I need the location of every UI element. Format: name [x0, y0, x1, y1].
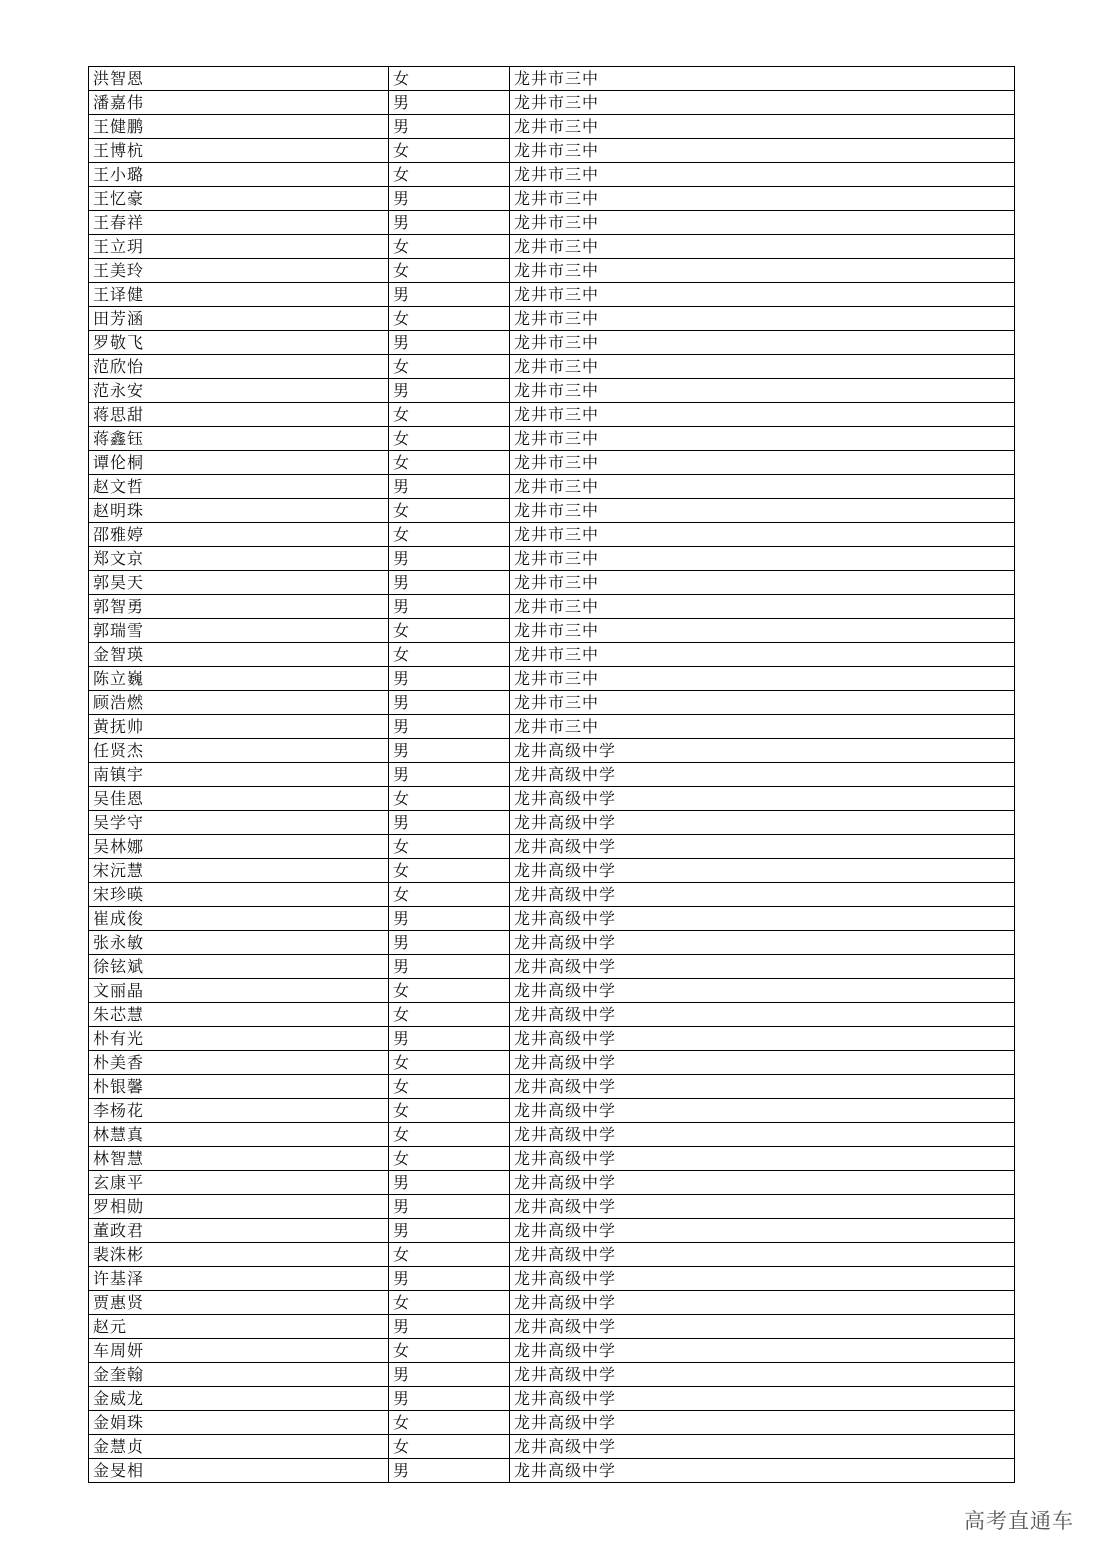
school-cell: 龙井高级中学: [510, 1003, 1015, 1027]
name-cell: 南镇宇: [89, 763, 389, 787]
name-cell: 宋沅慧: [89, 859, 389, 883]
school-cell: 龙井高级中学: [510, 1243, 1015, 1267]
name-cell: 顾浩燃: [89, 691, 389, 715]
name-cell: 赵明珠: [89, 499, 389, 523]
gender-cell: 男: [389, 667, 510, 691]
school-cell: 龙井市三中: [510, 379, 1015, 403]
table-row: [89, 955, 1015, 979]
name-cell: 文丽晶: [89, 979, 389, 1003]
school-cell: 龙井高级中学: [510, 835, 1015, 859]
name-cell: 王立玥: [89, 235, 389, 259]
table-row: [89, 1411, 1015, 1435]
table-row: [89, 1315, 1015, 1339]
roster-table-body: [89, 67, 1015, 1483]
table-row: [89, 1195, 1015, 1219]
name-cell: 朴美香: [89, 1051, 389, 1075]
gender-cell: 男: [389, 187, 510, 211]
school-cell: 龙井高级中学: [510, 1459, 1015, 1483]
gender-cell: 男: [389, 1315, 510, 1339]
table-row: [89, 979, 1015, 1003]
gender-cell: 男: [389, 763, 510, 787]
gender-cell: 女: [389, 499, 510, 523]
school-cell: 龙井高级中学: [510, 1027, 1015, 1051]
table-row: [89, 787, 1015, 811]
school-cell: 龙井市三中: [510, 67, 1015, 91]
school-cell: 龙井高级中学: [510, 1339, 1015, 1363]
gender-cell: 女: [389, 1075, 510, 1099]
school-cell: 龙井高级中学: [510, 907, 1015, 931]
gender-cell: 女: [389, 1051, 510, 1075]
gender-cell: 女: [389, 67, 510, 91]
school-cell: 龙井市三中: [510, 163, 1015, 187]
name-cell: 吴学守: [89, 811, 389, 835]
school-cell: 龙井市三中: [510, 355, 1015, 379]
name-cell: 林智慧: [89, 1147, 389, 1171]
name-cell: 裴洙彬: [89, 1243, 389, 1267]
school-cell: 龙井高级中学: [510, 1315, 1015, 1339]
school-cell: 龙井高级中学: [510, 1195, 1015, 1219]
school-cell: 龙井市三中: [510, 691, 1015, 715]
name-cell: 金威龙: [89, 1387, 389, 1411]
name-cell: 罗相勋: [89, 1195, 389, 1219]
gender-cell: 女: [389, 1099, 510, 1123]
school-cell: 龙井高级中学: [510, 955, 1015, 979]
name-cell: 郭昊天: [89, 571, 389, 595]
school-cell: 龙井高级中学: [510, 1387, 1015, 1411]
school-cell: 龙井高级中学: [510, 1123, 1015, 1147]
roster-table: [88, 66, 1015, 1483]
table-row: [89, 1387, 1015, 1411]
table-row: [89, 91, 1015, 115]
table-row: [89, 907, 1015, 931]
table-row: [89, 163, 1015, 187]
name-cell: 洪智恩: [89, 67, 389, 91]
table-row: [89, 499, 1015, 523]
school-cell: 龙井高级中学: [510, 931, 1015, 955]
gender-cell: 男: [389, 283, 510, 307]
gender-cell: 男: [389, 907, 510, 931]
gender-cell: 男: [389, 955, 510, 979]
table-row: [89, 667, 1015, 691]
name-cell: 赵文哲: [89, 475, 389, 499]
name-cell: 王译健: [89, 283, 389, 307]
table-row: [89, 259, 1015, 283]
gender-cell: 女: [389, 259, 510, 283]
gender-cell: 女: [389, 1411, 510, 1435]
gender-cell: 女: [389, 787, 510, 811]
name-cell: 董政君: [89, 1219, 389, 1243]
school-cell: 龙井市三中: [510, 187, 1015, 211]
table-row: [89, 427, 1015, 451]
gender-cell: 男: [389, 115, 510, 139]
gender-cell: 男: [389, 1387, 510, 1411]
table-row: [89, 1459, 1015, 1483]
gender-cell: 女: [389, 1003, 510, 1027]
school-cell: 龙井市三中: [510, 139, 1015, 163]
school-cell: 龙井高级中学: [510, 1363, 1015, 1387]
school-cell: 龙井市三中: [510, 643, 1015, 667]
name-cell: 王小璐: [89, 163, 389, 187]
table-row: [89, 115, 1015, 139]
school-cell: 龙井市三中: [510, 91, 1015, 115]
school-cell: 龙井高级中学: [510, 1219, 1015, 1243]
table-row: [89, 1267, 1015, 1291]
gender-cell: 女: [389, 1339, 510, 1363]
name-cell: 李杨花: [89, 1099, 389, 1123]
school-cell: 龙井市三中: [510, 715, 1015, 739]
gender-cell: 男: [389, 1363, 510, 1387]
school-cell: 龙井市三中: [510, 523, 1015, 547]
name-cell: 金奎翰: [89, 1363, 389, 1387]
table-row: [89, 835, 1015, 859]
gender-cell: 女: [389, 235, 510, 259]
name-cell: 宋珍暎: [89, 883, 389, 907]
school-cell: 龙井高级中学: [510, 1051, 1015, 1075]
name-cell: 吴林娜: [89, 835, 389, 859]
table-row: [89, 1291, 1015, 1315]
school-cell: 龙井市三中: [510, 115, 1015, 139]
table-row: [89, 931, 1015, 955]
name-cell: 玄康平: [89, 1171, 389, 1195]
gender-cell: 男: [389, 1027, 510, 1051]
gender-cell: 男: [389, 811, 510, 835]
school-cell: 龙井市三中: [510, 283, 1015, 307]
table-row: [89, 451, 1015, 475]
name-cell: 贾惠贤: [89, 1291, 389, 1315]
name-cell: 崔成俊: [89, 907, 389, 931]
school-cell: 龙井高级中学: [510, 811, 1015, 835]
name-cell: 金娟珠: [89, 1411, 389, 1435]
school-cell: 龙井市三中: [510, 331, 1015, 355]
school-cell: 龙井市三中: [510, 499, 1015, 523]
gender-cell: 女: [389, 427, 510, 451]
name-cell: 朴有光: [89, 1027, 389, 1051]
table-row: [89, 67, 1015, 91]
table-row: [89, 523, 1015, 547]
gender-cell: 男: [389, 547, 510, 571]
table-row: [89, 691, 1015, 715]
school-cell: 龙井高级中学: [510, 1291, 1015, 1315]
gender-cell: 女: [389, 355, 510, 379]
name-cell: 张永敏: [89, 931, 389, 955]
name-cell: 蒋思甜: [89, 403, 389, 427]
table-row: [89, 547, 1015, 571]
school-cell: 龙井市三中: [510, 451, 1015, 475]
school-cell: 龙井市三中: [510, 235, 1015, 259]
school-cell: 龙井市三中: [510, 667, 1015, 691]
school-cell: 龙井市三中: [510, 211, 1015, 235]
name-cell: 金智瑛: [89, 643, 389, 667]
name-cell: 徐铉斌: [89, 955, 389, 979]
school-cell: 龙井高级中学: [510, 1435, 1015, 1459]
table-row: [89, 859, 1015, 883]
name-cell: 范永安: [89, 379, 389, 403]
gender-cell: 男: [389, 1171, 510, 1195]
table-row: [89, 403, 1015, 427]
gender-cell: 男: [389, 211, 510, 235]
school-cell: 龙井高级中学: [510, 1267, 1015, 1291]
school-cell: 龙井高级中学: [510, 1147, 1015, 1171]
school-cell: 龙井高级中学: [510, 1411, 1015, 1435]
name-cell: 吴佳恩: [89, 787, 389, 811]
table-row: [89, 1363, 1015, 1387]
school-cell: 龙井市三中: [510, 595, 1015, 619]
name-cell: 金慧贞: [89, 1435, 389, 1459]
gender-cell: 男: [389, 595, 510, 619]
gender-cell: 女: [389, 883, 510, 907]
table-row: [89, 475, 1015, 499]
table-row: [89, 811, 1015, 835]
name-cell: 王健鹏: [89, 115, 389, 139]
school-cell: 龙井市三中: [510, 427, 1015, 451]
table-row: [89, 1147, 1015, 1171]
gender-cell: 男: [389, 379, 510, 403]
name-cell: 郑文京: [89, 547, 389, 571]
name-cell: 潘嘉伟: [89, 91, 389, 115]
gender-cell: 男: [389, 931, 510, 955]
name-cell: 郭瑞雪: [89, 619, 389, 643]
table-row: [89, 883, 1015, 907]
gender-cell: 男: [389, 1219, 510, 1243]
school-cell: 龙井高级中学: [510, 787, 1015, 811]
table-row: [89, 211, 1015, 235]
gender-cell: 女: [389, 451, 510, 475]
table-row: [89, 595, 1015, 619]
gender-cell: 女: [389, 403, 510, 427]
table-row: [89, 355, 1015, 379]
table-row: [89, 763, 1015, 787]
school-cell: 龙井高级中学: [510, 1099, 1015, 1123]
table-row: [89, 571, 1015, 595]
name-cell: 罗敬飞: [89, 331, 389, 355]
gender-cell: 男: [389, 1267, 510, 1291]
name-cell: 赵元: [89, 1315, 389, 1339]
school-cell: 龙井市三中: [510, 259, 1015, 283]
gender-cell: 男: [389, 739, 510, 763]
table-row: [89, 715, 1015, 739]
gender-cell: 男: [389, 691, 510, 715]
name-cell: 金旻相: [89, 1459, 389, 1483]
gender-cell: 男: [389, 715, 510, 739]
table-row: [89, 1003, 1015, 1027]
gender-cell: 男: [389, 475, 510, 499]
school-cell: 龙井市三中: [510, 619, 1015, 643]
name-cell: 朴银馨: [89, 1075, 389, 1099]
table-row: [89, 1123, 1015, 1147]
name-cell: 谭伦桐: [89, 451, 389, 475]
table-row: [89, 187, 1015, 211]
gender-cell: 男: [389, 571, 510, 595]
school-cell: 龙井高级中学: [510, 739, 1015, 763]
name-cell: 王美玲: [89, 259, 389, 283]
table-row: [89, 1435, 1015, 1459]
name-cell: 黄抚帅: [89, 715, 389, 739]
name-cell: 郭智勇: [89, 595, 389, 619]
table-row: [89, 331, 1015, 355]
gender-cell: 女: [389, 139, 510, 163]
table-row: [89, 1099, 1015, 1123]
school-cell: 龙井高级中学: [510, 883, 1015, 907]
name-cell: 王忆豪: [89, 187, 389, 211]
school-cell: 龙井市三中: [510, 571, 1015, 595]
table-row: [89, 1051, 1015, 1075]
school-cell: 龙井高级中学: [510, 1075, 1015, 1099]
school-cell: 龙井高级中学: [510, 859, 1015, 883]
table-row: [89, 1171, 1015, 1195]
table-row: [89, 235, 1015, 259]
table-row: [89, 1219, 1015, 1243]
gender-cell: 女: [389, 523, 510, 547]
gender-cell: 男: [389, 1195, 510, 1219]
name-cell: 陈立巍: [89, 667, 389, 691]
table-row: [89, 1243, 1015, 1267]
table-row: [89, 307, 1015, 331]
watermark: 高考直通车: [964, 1509, 1074, 1533]
table-row: [89, 139, 1015, 163]
gender-cell: 男: [389, 1459, 510, 1483]
table-row: [89, 283, 1015, 307]
table-row: [89, 1339, 1015, 1363]
school-cell: 龙井市三中: [510, 403, 1015, 427]
name-cell: 任贤杰: [89, 739, 389, 763]
name-cell: 车周妍: [89, 1339, 389, 1363]
name-cell: 邵雅婷: [89, 523, 389, 547]
name-cell: 田芳涵: [89, 307, 389, 331]
name-cell: 范欣怡: [89, 355, 389, 379]
name-cell: 林慧真: [89, 1123, 389, 1147]
gender-cell: 女: [389, 1123, 510, 1147]
table-row: [89, 619, 1015, 643]
name-cell: 蒋鑫钰: [89, 427, 389, 451]
school-cell: 龙井市三中: [510, 547, 1015, 571]
school-cell: 龙井高级中学: [510, 979, 1015, 1003]
school-cell: 龙井高级中学: [510, 1171, 1015, 1195]
gender-cell: 女: [389, 643, 510, 667]
table-row: [89, 1075, 1015, 1099]
gender-cell: 男: [389, 91, 510, 115]
table-row: [89, 1027, 1015, 1051]
name-cell: 王春祥: [89, 211, 389, 235]
gender-cell: 女: [389, 1435, 510, 1459]
gender-cell: 女: [389, 619, 510, 643]
table-row: [89, 643, 1015, 667]
gender-cell: 男: [389, 331, 510, 355]
school-cell: 龙井高级中学: [510, 763, 1015, 787]
name-cell: 许基泽: [89, 1267, 389, 1291]
gender-cell: 女: [389, 163, 510, 187]
gender-cell: 女: [389, 1243, 510, 1267]
gender-cell: 女: [389, 979, 510, 1003]
table-row: [89, 739, 1015, 763]
gender-cell: 女: [389, 307, 510, 331]
gender-cell: 女: [389, 835, 510, 859]
gender-cell: 女: [389, 859, 510, 883]
school-cell: 龙井市三中: [510, 307, 1015, 331]
school-cell: 龙井市三中: [510, 475, 1015, 499]
gender-cell: 女: [389, 1291, 510, 1315]
name-cell: 王博杭: [89, 139, 389, 163]
table-row: [89, 379, 1015, 403]
gender-cell: 女: [389, 1147, 510, 1171]
name-cell: 朱芯慧: [89, 1003, 389, 1027]
